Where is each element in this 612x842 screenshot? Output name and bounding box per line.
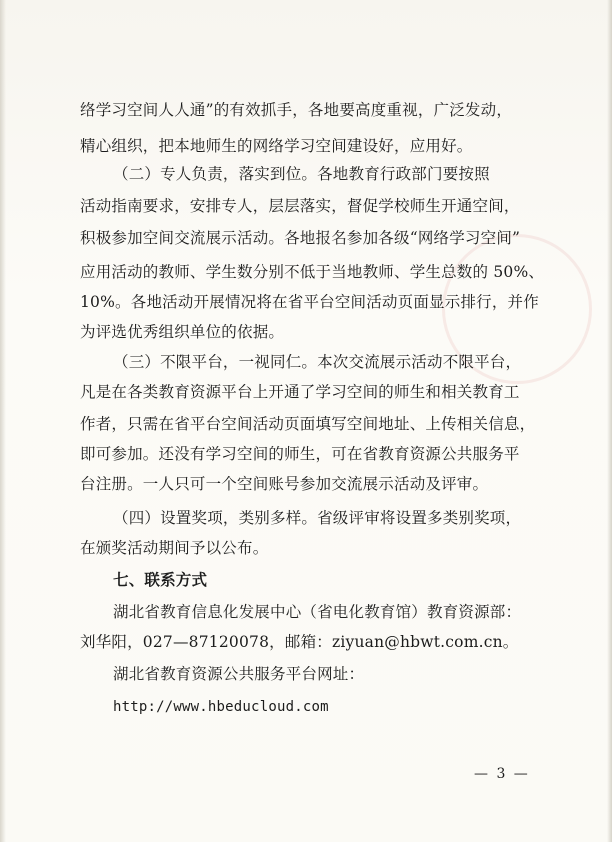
paragraph-line: 活动指南要求，安排专人，层层落实，督促学校师生开通空间， [80,197,520,215]
paragraph-line: 作者，只需在省平台空间活动页面填写空间地址、上传相关信息， [80,415,536,433]
section-line: （三）不限平台，一视同仁。本次交流展示活动不限平台， [113,353,522,371]
paragraph-line: 在颁奖活动期间予以公布。 [80,539,269,557]
scan-edge-right [607,0,612,842]
section-heading: 七、联系方式 [113,570,208,589]
paragraph-line: 凡是在各类教育资源平台上开通了学习空间的师生和相关教育工 [80,383,520,401]
paragraph-line: 积极参加空间交流展示活动。各地报名参加各级“网络学习空间” [80,229,521,247]
paragraph-line: 为评选优秀组织单位的依据。 [80,323,285,341]
section-line: （二）专人负责，落实到位。各地教育行政部门要按照 [113,165,490,183]
website-url: http://www.hbeducloud.com [113,699,329,715]
contact-line: 湖北省教育信息化发展中心（省电化教育馆）教育资源部： [113,603,522,621]
paragraph-line: 即可参加。还没有学习空间的师生，可在省教育资源公共服务平 [80,445,520,463]
paragraph-line: 应用活动的教师、学生数分别不低于当地教师、学生总数的 50%、 [80,263,545,281]
section-line: （四）设置奖项，类别多样。省级评审将设置多类别奖项， [113,509,522,527]
contact-details: 刘华阳，027—87120078，邮箱：ziyuan@hbwt.com.cn。 [80,633,519,651]
scan-edge-left [0,0,6,842]
page-number: — 3 — [474,766,530,782]
paragraph-line: 络学习空间人人通”的有效抓手，各地要高度重视，广泛发动， [80,101,513,119]
paragraph-line: 台注册。一人只可一个空间账号参加交流展示活动及评审。 [80,475,489,493]
paragraph-line: 10%。各地活动开展情况将在省平台空间活动页面显示排行，并作 [80,293,539,311]
paragraph-line: 精心组织，把本地师生的网络学习空间建设好，应用好。 [80,137,473,155]
website-label: 湖北省教育资源公共服务平台网址： [113,665,365,683]
